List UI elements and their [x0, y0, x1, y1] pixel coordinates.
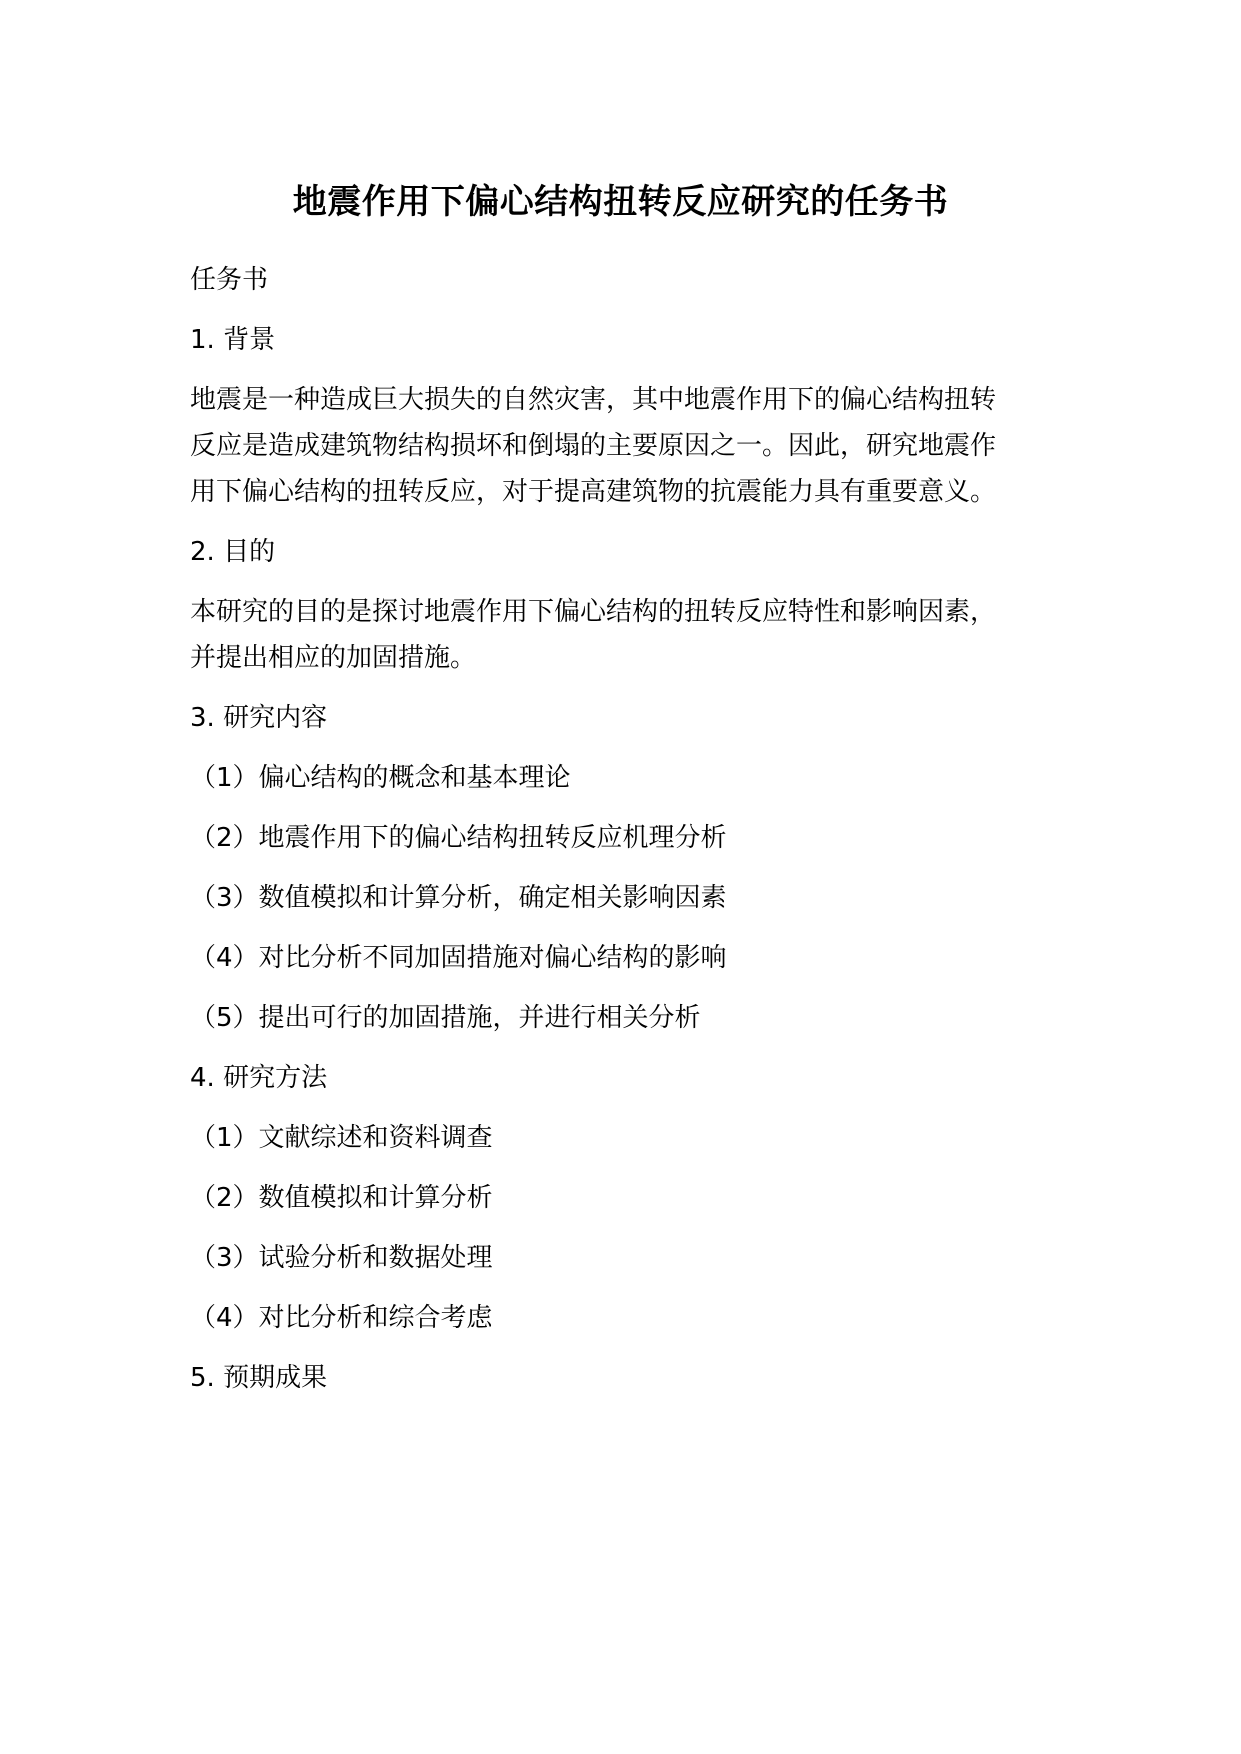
- content-item-4: （4）对比分析不同加固措施对偏心结构的影响: [190, 943, 727, 973]
- background-line-1: 地震是一种造成巨大损失的自然灾害，其中地震作用下的偏心结构扭转: [190, 385, 997, 415]
- methods-item-1: （1）文献综述和资料调查: [190, 1123, 493, 1153]
- doc-label: 任务书: [190, 265, 269, 295]
- content-item-1: （1）偏心结构的概念和基本理论: [190, 763, 571, 793]
- section-heading-methods: 4. 研究方法: [190, 1063, 328, 1093]
- section-heading-content: 3. 研究内容: [190, 703, 328, 733]
- methods-item-3: （3）试验分析和数据处理: [190, 1243, 493, 1273]
- section-heading-purpose: 2. 目的: [190, 537, 276, 567]
- background-line-3: 用下偏心结构的扭转反应，对于提高建筑物的抗震能力具有重要意义。: [190, 477, 997, 507]
- background-line-2: 反应是造成建筑物结构损坏和倒塌的主要原因之一。因此，研究地震作: [190, 431, 997, 461]
- document-title: 地震作用下偏心结构扭转反应研究的任务书: [292, 182, 949, 222]
- purpose-line-1: 本研究的目的是探讨地震作用下偏心结构的扭转反应特性和影响因素，: [190, 597, 997, 627]
- section-heading-results: 5. 预期成果: [190, 1363, 328, 1393]
- methods-item-4: （4）对比分析和综合考虑: [190, 1303, 493, 1333]
- content-item-2: （2）地震作用下的偏心结构扭转反应机理分析: [190, 823, 727, 853]
- content-item-3: （3）数值模拟和计算分析，确定相关影响因素: [190, 883, 727, 913]
- content-item-5: （5）提出可行的加固措施，并进行相关分析: [190, 1003, 701, 1033]
- methods-item-2: （2）数值模拟和计算分析: [190, 1183, 493, 1213]
- purpose-line-2: 并提出相应的加固措施。: [190, 643, 477, 673]
- section-heading-background: 1. 背景: [190, 325, 276, 355]
